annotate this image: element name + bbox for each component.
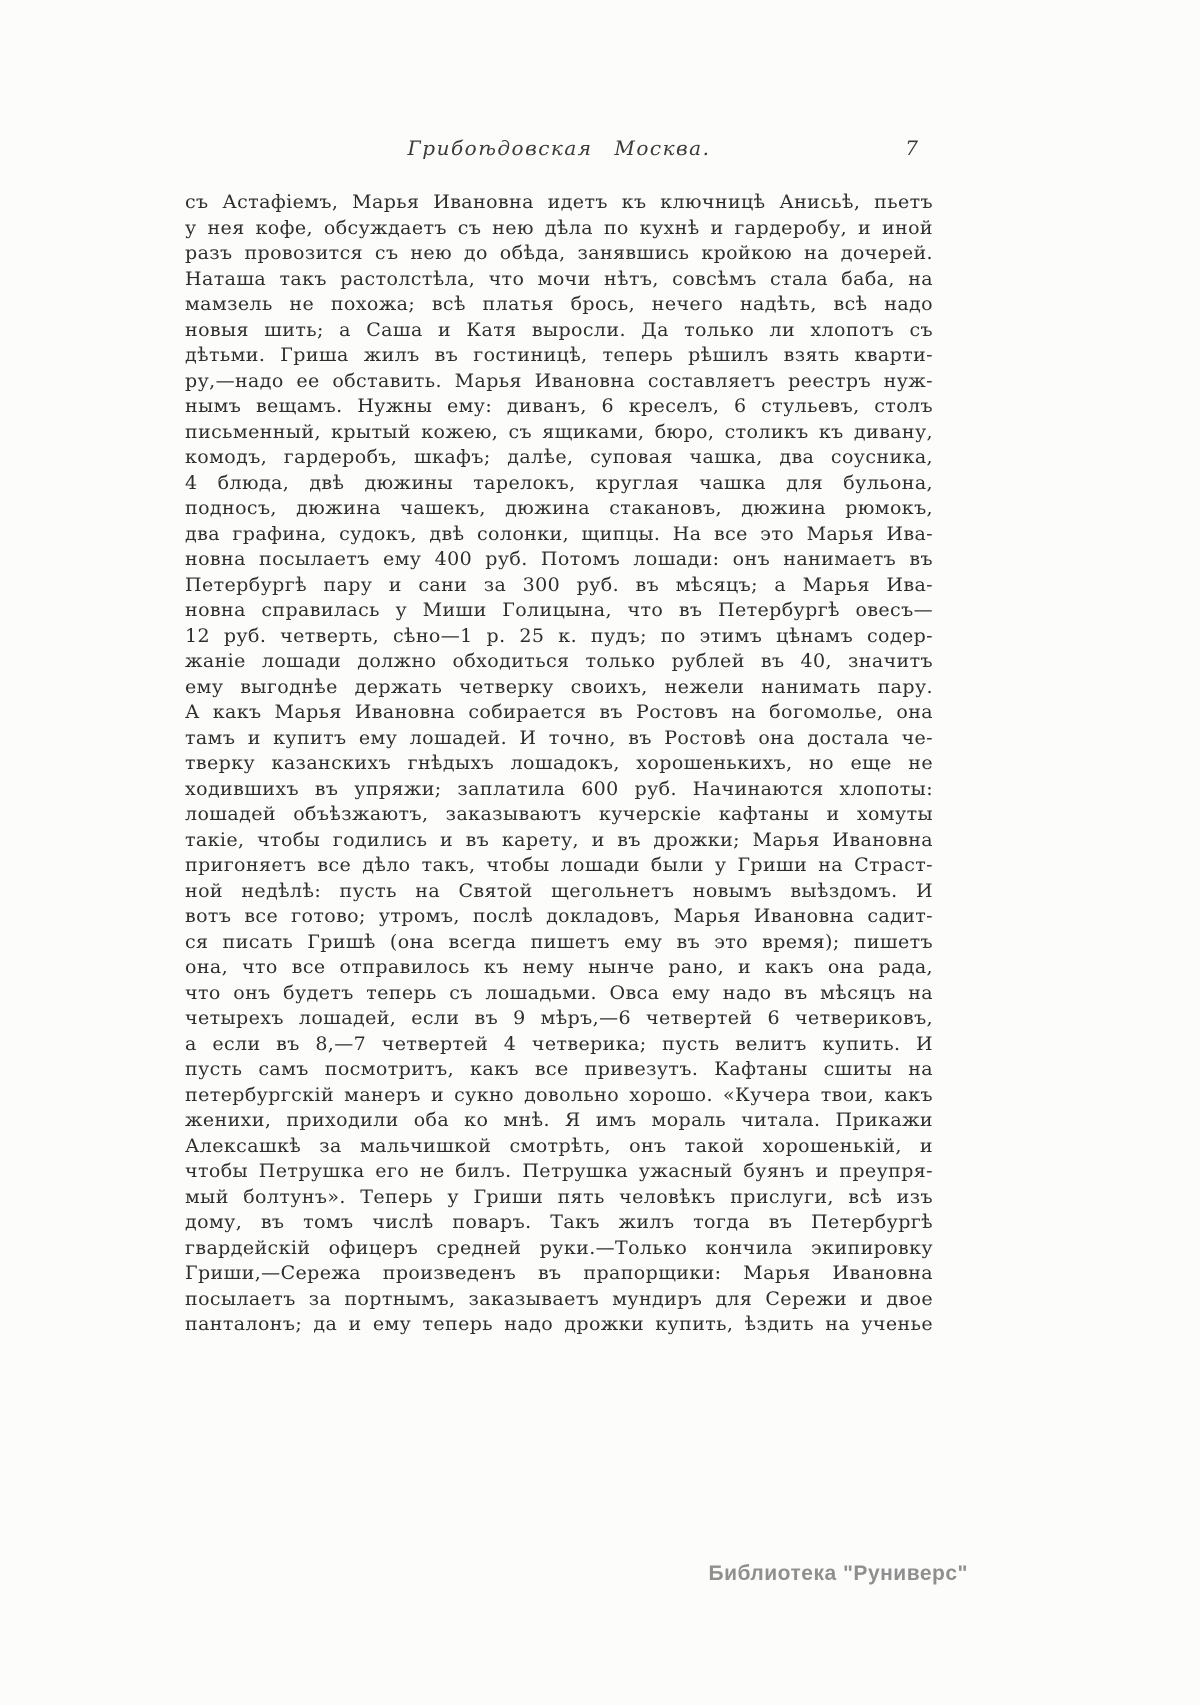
text-line: пусть самъ посмотритъ, какъ все привезутъ. Кафтаны сшиты на bbox=[185, 1058, 933, 1080]
text-line: 4 блюда, двѣ дюжины тарелокъ, круглая чашка для бульона, bbox=[185, 471, 933, 494]
text-line: петербургскій манеръ и сукно довольно хорошо. «Кучера твои, какъ bbox=[185, 1083, 933, 1106]
text-line: панталонъ; да и ему теперь надо дрожки купить, ѣздить на ученье bbox=[185, 1313, 933, 1335]
text-line: гвардейскій офицеръ средней руки.—Только кончила экипировку bbox=[185, 1236, 933, 1259]
text-line: 12 руб. четверть, сѣно—1 р. 25 к. пудъ; по этимъ цѣнамъ содер- bbox=[185, 624, 933, 647]
text-line: дѣтьми. Гриша жилъ въ гостиницѣ, теперь рѣшилъ взять кварти- bbox=[185, 344, 933, 366]
text-line: ру,—надо ее обставить. Марья Ивановна составляетъ реестръ нуж- bbox=[185, 369, 933, 392]
running-head bbox=[185, 136, 933, 162]
text-line: ходившихъ въ упряжи; заплатила 600 руб. Начинаются хлопоты: bbox=[185, 777, 933, 800]
text-line: такіе, чтобы годились и въ карету, и въ дрожки; Марья Ивановна bbox=[185, 828, 933, 851]
text-line: мый болтунъ». Теперь у Гриши пять человѣкъ прислуги, всѣ изъ bbox=[185, 1185, 933, 1208]
text-line: посылаетъ за портнымъ, заказываетъ мундиръ для Сережи и двое bbox=[185, 1287, 933, 1310]
text-line: Петербургѣ пару и сани за 300 руб. въ мѣсяцъ; а Марья Ива- bbox=[185, 573, 933, 596]
text-line: пригоняетъ все дѣло такъ, чтобы лошади были у Гриши на Страст- bbox=[185, 854, 933, 876]
text-line: новыя шить; а Саша и Катя выросли. Да только ли хлопотъ съ bbox=[185, 318, 933, 341]
body-text bbox=[185, 190, 933, 1338]
text-line: разъ провозится съ нею до обѣда, занявшись кройкою на дочерей. bbox=[185, 242, 933, 264]
text-line: письменный, крытый кожею, съ ящиками, бюро, столикъ къ дивану, bbox=[185, 420, 933, 443]
page-number: 7 bbox=[905, 136, 918, 160]
text-line: дому, въ томъ числѣ поваръ. Такъ жилъ тогда въ Петербургѣ bbox=[185, 1211, 933, 1233]
text-line: съ Астафіемъ, Марья Ивановна идетъ къ ключницѣ Анисьѣ, пьетъ bbox=[185, 191, 933, 213]
text-line: А какъ Марья Ивановна собирается въ Ростовъ на богомолье, она bbox=[185, 701, 933, 723]
text-line: тамъ и купитъ ему лошадей. И точно, въ Ростовѣ она достала че- bbox=[185, 726, 933, 749]
text-line: мамзель не похожа; всѣ платья брось, нечего надѣть, всѣ надо bbox=[185, 293, 933, 315]
text-line: она, что все отправилось къ нему нынче рано, и какъ она рада, bbox=[185, 956, 933, 978]
text-line: ему выгоднѣе держать четверку своихъ, нежели нанимать пару. bbox=[185, 675, 933, 698]
text-line: лошадей объѣзжаютъ, заказываютъ кучерскіе кафтаны и хомуты bbox=[185, 803, 933, 825]
text-line: Алексашкѣ за мальчишкой смотрѣть, онъ такой хорошенькій, и bbox=[185, 1134, 933, 1157]
text-line: жаніе лошади должно обходиться только рублей въ 40, значитъ bbox=[185, 650, 933, 672]
text-line: чтобы Петрушка его не билъ. Петрушка ужасный буянъ и преупря- bbox=[185, 1160, 933, 1182]
text-line: у нея кофе, обсуждаетъ съ нею дѣла по кухнѣ и гардеробу, и иной bbox=[185, 216, 933, 239]
text-line: новна посылаетъ ему 400 руб. Потомъ лошади: онъ нанимаетъ въ bbox=[185, 548, 933, 570]
text-line: Гриши,—Сережа произведенъ въ прапорщики: Марья Ивановна bbox=[185, 1262, 933, 1284]
text-line: подносъ, дюжина чашекъ, дюжина стакановъ, дюжина рюмокъ, bbox=[185, 497, 933, 519]
text-line: нымъ вещамъ. Нужны ему: диванъ, 6 креселъ, 6 стульевъ, столъ bbox=[185, 395, 933, 417]
text-line: комодъ, гардеробъ, шкафъ; далѣе, суповая чашка, два соусника, bbox=[185, 446, 933, 468]
text-line: Наташа такъ растолстѣла, что мочи нѣтъ, совсѣмъ стала баба, на bbox=[185, 267, 933, 290]
text-line: ной недѣлѣ: пусть на Святой щегольнетъ новымъ выѣздомъ. И bbox=[185, 879, 933, 902]
text-line: четырехъ лошадей, если въ 9 мѣръ,—6 четвертей 6 четвериковъ, bbox=[185, 1007, 933, 1029]
library-watermark: Библиотека "Руниверс" bbox=[708, 1562, 968, 1585]
text-line: два графина, судокъ, двѣ солонки, щипцы. На все это Марья Ива- bbox=[185, 522, 933, 545]
text-line: новна справилась у Миши Голицына, что въ Петербургѣ овесъ— bbox=[185, 599, 933, 621]
text-line: вотъ все готово; утромъ, послѣ докладовъ, Марья Ивановна садит- bbox=[185, 905, 933, 927]
text-line: что онъ будетъ теперь съ лошадьми. Овса ему надо въ мѣсяцъ на bbox=[185, 981, 933, 1004]
text-line: женихи, приходили оба ко мнѣ. Я имъ мораль читала. Прикажи bbox=[185, 1109, 933, 1131]
text-line: а если въ 8,—7 четвертей 4 четверика; пусть велитъ купить. И bbox=[185, 1032, 933, 1055]
running-title: Грибоѣдовская Москва. bbox=[407, 136, 711, 160]
text-line: ся писать Гришѣ (она всегда пишетъ ему въ это время); пишетъ bbox=[185, 930, 933, 953]
text-line: тверку казанскихъ гнѣдыхъ лошадокъ, хорошенькихъ, но еще не bbox=[185, 752, 933, 774]
